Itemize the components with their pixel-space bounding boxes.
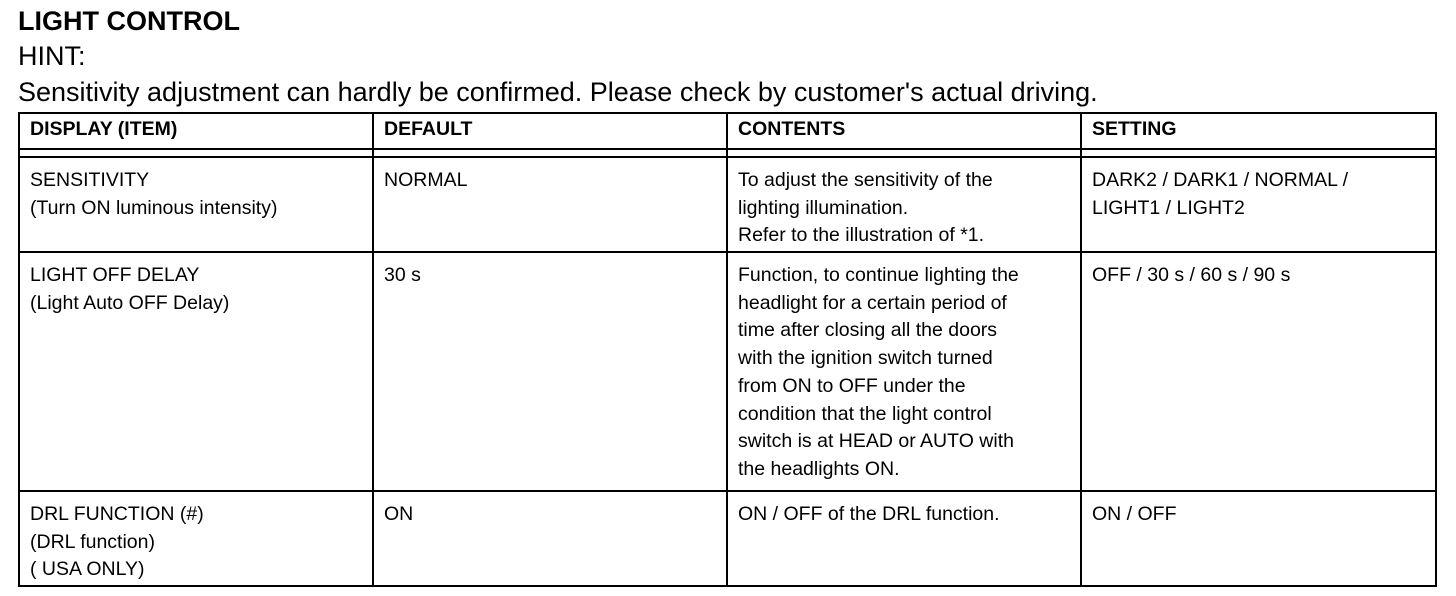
separator-cell [19,149,373,157]
cell-setting [1081,252,1436,491]
cell-contents [727,252,1081,491]
cell-contents [727,491,1081,586]
cell-display-item [19,252,373,491]
cell-default [373,157,727,252]
cell-line: time after closing all the doors [738,319,998,342]
cell-line: (DRL function) [30,530,155,553]
page-title: LIGHT CONTROL [18,6,240,36]
header-contents: CONTENTS [727,113,1081,149]
cell-line: 30 s [384,264,421,286]
hint-text: Sensitivity adjustment can hardly be confirmed. Please check by customer's actual driving. [18,77,1098,107]
cell-line: Refer to the illustration of *1. [738,224,985,247]
cell-line: (Light Auto OFF Delay) [30,291,230,314]
header-separator-row [19,149,1436,157]
cell-line: Function, to continue lighting the [738,264,1019,286]
cell-setting [1081,157,1436,252]
header-default: DEFAULT [373,113,727,149]
cell-line: from ON to OFF under the [738,374,966,397]
cell-line: (Turn ON luminous intensity) [30,196,278,219]
header-setting: SETTING [1081,113,1436,149]
document-page [18,4,1436,587]
cell-line: lighting illumination. [738,196,909,219]
light-control-table [18,112,1437,587]
table-row-sensitivity [19,157,1436,252]
table-header-row [19,113,1436,149]
separator-cell [727,149,1081,157]
cell-line: LIGHT1 / LIGHT2 [1092,196,1245,219]
separator-cell [373,149,727,157]
cell-line: with the ignition switch turned [738,347,993,370]
cell-line: OFF / 30 s / 60 s / 90 s [1092,264,1291,286]
cell-line: LIGHT OFF DELAY [30,264,200,286]
cell-line: ON [384,503,414,525]
separator-cell [1081,149,1436,157]
cell-default [373,491,727,586]
cell-line: ( USA ONLY) [30,558,145,581]
cell-line: To adjust the sensitivity of the [738,169,993,191]
header-display-item: DISPLAY (ITEM) [19,113,373,149]
cell-line: headlight for a certain period of [738,291,1007,314]
table-row-light-off-delay [19,252,1436,491]
cell-display-item [19,491,373,586]
cell-line: NORMAL [384,169,468,191]
cell-line: ON / OFF [1092,503,1177,525]
cell-line: the headlights ON. [738,457,900,480]
cell-line: DRL FUNCTION (#) [30,503,204,525]
cell-line: condition that the light control [738,402,992,425]
cell-line: ON / OFF of the DRL function. [738,503,1000,525]
cell-display-item [19,157,373,252]
cell-setting [1081,491,1436,586]
cell-line: switch is at HEAD or AUTO with [738,430,1014,453]
cell-contents [727,157,1081,252]
hint-label: HINT: [18,41,86,71]
cell-default [373,252,727,491]
table-row-drl-function [19,491,1436,586]
cell-line: SENSITIVITY [30,169,150,191]
cell-line: DARK2 / DARK1 / NORMAL / [1092,169,1349,191]
